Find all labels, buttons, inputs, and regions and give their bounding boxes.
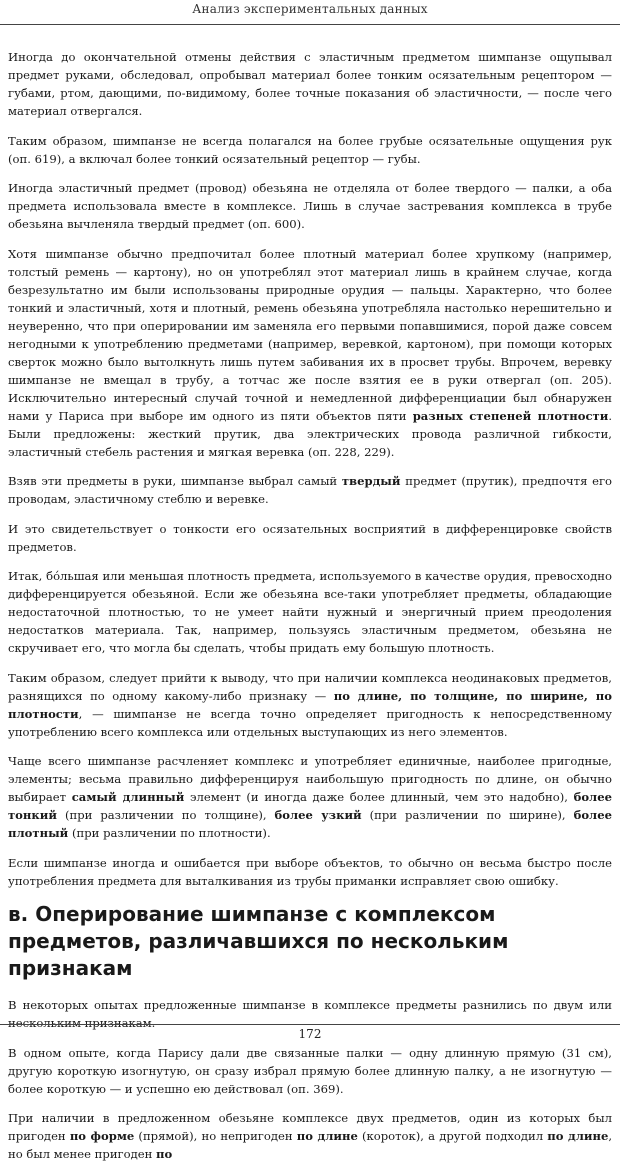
page-number: 172	[298, 1027, 322, 1041]
paragraph-group-main	[8, 48, 612, 890]
paragraph-text: Если шимпанзе иногда и ошибается при выборе объектов, то обычно он весьма быстро после употребления предмета для выталкивания из трубы приманки исправляет свою ошибку.	[8, 855, 612, 888]
header-rule	[0, 24, 620, 25]
paragraph-text: (при различении по толщине),	[56, 808, 275, 822]
emphasis-text: по длине, по толщине, по ширине, по плотности	[8, 688, 612, 721]
paragraph-text: (прямой), но непригоден	[134, 1129, 297, 1143]
paragraph	[8, 48, 612, 120]
emphasis-text: по длине	[296, 1129, 358, 1143]
paragraph-text: предмет (прутик), предпочтя его проводам, эластичному стеблю и веревке.	[8, 474, 612, 506]
paragraph-group-section	[8, 996, 612, 1163]
paragraph-text: , но был менее пригоден	[8, 1129, 613, 1161]
paragraph	[8, 669, 612, 741]
paragraph-text: Иногда до окончательной отмены действия с эластичным предметом шимпанзе ощупывал предмет руками, обследовал, опробывал материал более тонким осязательным рецептором — губами, ртом, дающими, по-видимому, более точные показания об эластичности, — после чего материал отвергался.	[8, 50, 612, 118]
paragraph-text: В одном опыте, когда Парису дали две связанные палки — одну длинную прямую (31 см), другую короткую изогнутую, он сразу избрал прямую более длинную палку, а не изогнутую — более короткую — и успешно ею действовал (оп. 369).	[8, 1045, 612, 1096]
paragraph-text: Итак, бóльшая или меньшая плотность предмета, используемого в качестве орудия, превосходно дифференцируется обезьяной. Если же обезьяна все-таки употребляет предметы, обладающие недостаточной плотностью, то не умеет найти нужный и энергичный прием преодоления недостатков материала. Так, например, пользуясь эластичным предметом, обезьяна не скручивает его, что могла бы сделать, чтобы придать ему большую плотность.	[8, 569, 612, 655]
paragraph	[8, 520, 612, 556]
paragraph	[8, 132, 612, 168]
emphasis-text: более узкий	[274, 808, 362, 822]
paragraph-text: Иногда эластичный предмет (провод) обезьяна не отделяла от более твердого — палки, а оба предмета использовала вместе в комплексе. Лишь в случае застревания комплекса в трубе обезьяна вычленяла твердый предмет (оп. 600).	[8, 181, 612, 231]
emphasis-text: самый длинный	[71, 790, 185, 804]
paragraph-text: элемент (и иногда даже более длинный, чем это надобно),	[184, 790, 574, 804]
paragraph-text: В некоторых опытах предложенные шимпанзе в комплексе предметы разнились по двум или нескольким признакам.	[8, 998, 612, 1030]
emphasis-text: по форме	[69, 1129, 135, 1143]
paragraph	[8, 854, 612, 890]
paragraph-text: При наличии в предложенном обезьяне комплексе двух предметов, один из которых был пригоден	[8, 1111, 612, 1143]
paragraph-text: . Были предложены: жесткий прутик, два электрических провода различной гибкости, эластичный стебель растения и мягкая веревка (оп. 228, 229).	[8, 408, 612, 459]
emphasis-text: разных степеней плотности	[412, 408, 609, 423]
paragraph	[8, 1109, 612, 1163]
paragraph	[8, 1044, 612, 1098]
paragraph	[8, 179, 612, 233]
paragraph	[8, 567, 612, 657]
paragraph-text: Чаще всего шимпанзе расчленяет комплекс и употребляет единичные, наиболее пригодные, элементы; весьма правильно дифференцируя наибольшую пригодность по длине, он обычно выбирает	[8, 754, 612, 804]
emphasis-text: более плотный	[8, 808, 612, 840]
paragraph-text: (при различении по плотности).	[68, 826, 271, 840]
footer-rule	[0, 1024, 620, 1025]
emphasis-text: по	[156, 1147, 173, 1161]
emphasis-text: твердый	[341, 474, 401, 488]
running-header: Анализ экспериментальных данных	[192, 2, 428, 16]
paragraph-text: И это свидетельствует о тонкости его осязательных восприятий в дифференцировке свойств предметов.	[8, 521, 612, 554]
paragraph	[8, 245, 612, 461]
paragraph-text: (короток), а другой подходил	[357, 1129, 548, 1143]
emphasis-text: по длине	[547, 1129, 609, 1143]
paragraph-text: Таким образом, шимпанзе не всегда полагался на более грубые осязательные ощущения рук (оп. 619), а включал более тонкий осязательный рецептор — губы.	[8, 133, 612, 166]
emphasis-text: более тонкий	[8, 790, 612, 822]
paragraph	[8, 472, 612, 508]
page-body	[8, 48, 612, 1175]
section-heading: в. Оперирование шимпанзе с комплексом предметов, различавшихся по нескольким признакам	[8, 902, 509, 980]
paragraph-text: (при различении по ширине),	[361, 808, 574, 822]
paragraph-text: , — шимпанзе не всегда точно определяет пригодность к непосредственному употреблению всего комплекса или отдельных выступающих из него элементов.	[8, 706, 612, 739]
paragraph-text: Хотя шимпанзе обычно предпочитал более плотный материал более хрупкому (например, толстый ремень — картону), но он употреблял этот материал лишь в крайнем случае, когда безрезультатно им были использованы природные орудия — пальцы. Характерно, что более тонкий и эластичный, хотя и плотный, ремень обезьяна употребляла настолько нерешительно и неуверенно, что при оперировании им заменяла его первыми попавшимися, порой даже совсем негодными к употреблению предметами (например, веревкой, картоном), при помощи которых сверток можно было вытолкнуть лишь путем забивания их в просвет трубы. Впрочем, веревку шимпанзе не вмещал в трубу, а тотчас же после взятия ее в руки отвергал (оп. 205). Исключительно интересный случай точной и немедленной дифференциации был обнаружен нами у Париса при выборе им одного из пяти объектов пяти	[8, 246, 612, 423]
paragraph-text: Таким образом, следует прийти к выводу, что при наличии комплекса неодинаковых предметов, разнящихся по одному какому-либо признаку —	[8, 670, 612, 703]
paragraph-text: Взяв эти предметы в руки, шимпанзе выбрал самый	[8, 474, 342, 488]
paragraph	[8, 752, 612, 842]
